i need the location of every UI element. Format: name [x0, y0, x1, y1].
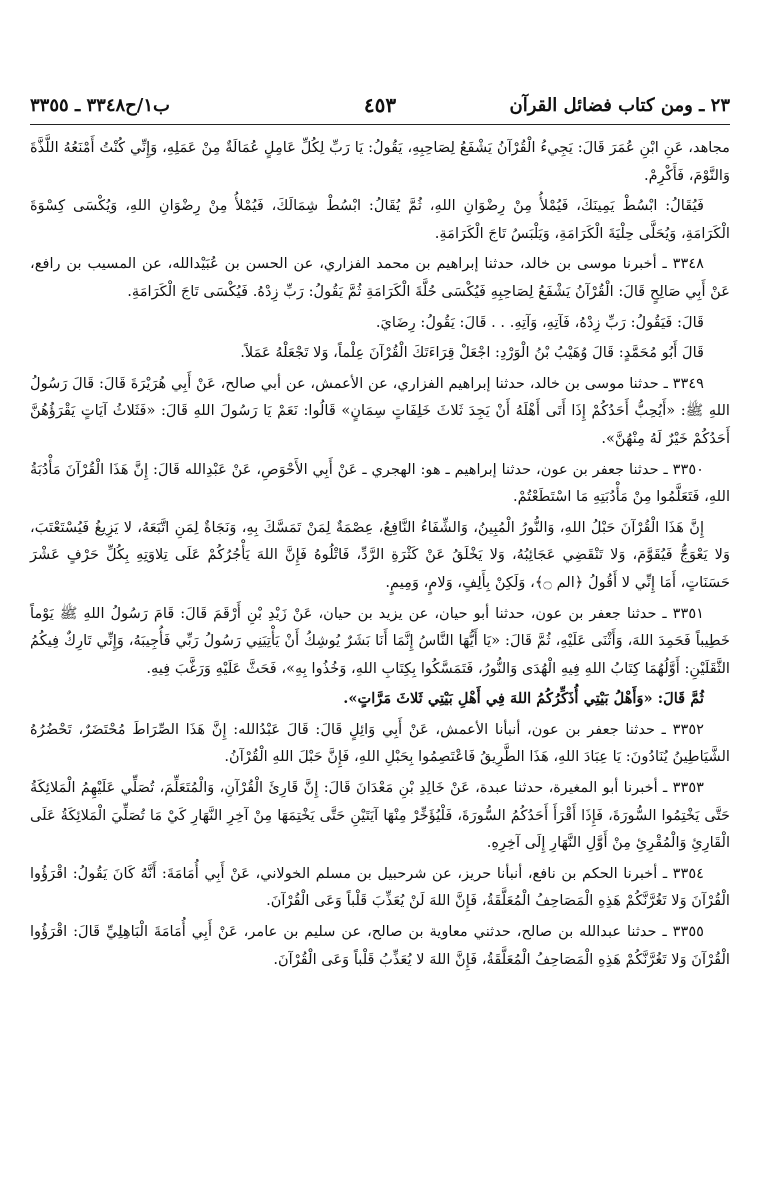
hadith-paragraph: ٣٣٥١ ـ حدثنا جعفر بن عون، حدثنا أبو حيان، عن يزيد بن حيان، عَنْ زَيْدِ بْنِ أَرْقَمَ قَالَ: قَامَ رَسُولُ اللهِ ﷺ يَوْماً خَطِيباً فَحَمِدَ اللهَ، وَأَثْنَى عَلَيْهِ، ثُمَّ قَالَ: «يَا أَيُّهَا النَّاسُ إِنَّمَا أَنَا بَشَرٌ يُوشِكُ أَنْ يَأْتِيَنِي رَسُولُ رَبِّي فَأُجِيبَهُ، وَإِنِّي تَارِكٌ فِيكُمُ الثَّقَلَيْنِ: أَوَّلُهُمَا كِتَابُ اللهِ فِيهِ الْهُدَى وَالنُّورُ، فَتَمَسَّكُوا بِكِتَابِ اللهِ، وَخُذُوا بِهِ»، فَحَثَّ عَلَيْهِ وَرَغَّبَ فِيهِ.	[30, 604, 730, 677]
page-body	[30, 134, 730, 1175]
paragraph: ثُمَّ قَالَ: «وَأَهْلُ بَيْتِي أُذَكِّرُكُمُ اللهَ فِي أَهْلِ بَيْتِي ثَلاثَ مَرَّاتٍ».	[343, 690, 704, 708]
paragraph: قَالَ: فَيَقُولُ: رَبِّ زِدْهُ، فَآتِهِ، وَآتِهِ. . . قَالَ: يَقُولُ: رِضَايَ.	[375, 313, 704, 331]
hadith-paragraph: ٣٣٥٣ ـ أخبرنا أبو المغيرة، حدثنا عبدة، عَنْ خَالِدِ بْنِ مَعْدَانَ قَالَ: إِنَّ قَارِئَ الْقُرْآنِ، وَالْمُتَعَلِّمَ، تُصَلِّي عَلَيْهِمُ الْمَلائِكَةُ حَتَّى يَخْتِمُوا السُّورَةَ، فَإِذَا أَقْرَأَ أَحَدُكُمُ السُّورَةَ، فَلْيُؤَخِّرْ مِنْهَا آيَتَيْنِ حَتَّى يَخْتِمَهَا مِنْ آخِرِ النَّهَارِ كَيْ مَا تُصَلِّيَ الْمَلائِكَةُ عَلَى الْقَارِئِ وَالْمُقْرِئِ مِنْ أَوَّلِ النَّهَارِ إِلَى آخِرِهِ.	[30, 779, 730, 852]
header-rule	[30, 124, 730, 125]
paragraph: فَيُقَالُ: ابْسُطْ يَمِينَكَ، فَيُمْلأُ مِنْ رِضْوَانِ اللهِ، ثُمَّ يُقَالُ: ابْسُطْ شِمَالَكَ، فَيُمْلأُ مِنْ رِضْوَانِ اللهِ، وَيُكْسَى كِسْوَةَ الْكَرَامَةِ، وَيُحَلَّى حِلْيَةَ الْكَرَامَةِ، وَيَلْبَسُ تَاجَ الْكَرَامَةِ.	[30, 197, 730, 242]
paragraph: مجاهد، عَنِ ابْنِ عُمَرَ قَالَ: يَجِيءُ الْقُرْآنُ يَشْفَعُ لِصَاحِبِهِ، يَقُولُ: يَا رَبِّ لِكُلِّ عَامِلٍ عُمَالَةٌ مِنْ عَمَلِهِ، وَإِنِّي كُنْتُ أَمْنَعُهُ اللَّذَّةَ وَالنَّوْمَ، فَأَكْرِمْ.	[30, 139, 730, 184]
chapter-title: ٢٣ ـ ومن كتاب فضائل القرآن	[509, 94, 730, 116]
paragraph: إِنَّ هَذَا الْقُرْآنَ حَبْلُ اللهِ، وَالنُّورُ الْمُبِينُ، وَالشِّفَاءُ النَّافِعُ، عِصْمَةٌ لِمَنْ تَمَسَّكَ بِهِ، وَنَجَاةٌ لِمَنِ اتَّبَعَهُ، لا يَزِيغُ فَيُسْتَعْتَبَ، وَلا يَعْوَجُّ فَيُقَوَّمَ، وَلا تَنْقَضِي عَجَائِبُهُ، وَلا يَخْلَقُ عَنْ كَثْرَةِ الرَّدِّ، فَاتْلُوهُ فَإِنَّ اللهَ يَأْجُرُكُمْ عَلَى تِلاوَتِهِ بِكُلِّ حَرْفٍ عَشْرَ حَسَنَاتٍ، أَمَا إِنِّي لا أَقُولُ ﴿الم ۝﴾، وَلَكِنْ بِأَلِفٍ، وَلامٍ، وَمِيمٍ.	[30, 518, 730, 591]
hadith-paragraph: ٣٣٥٢ ـ حدثنا جعفر بن عون، أنبأنا الأعمش، عَنْ أَبِي وَائِلٍ قَالَ: قَالَ عَبْدُالله: إِنَّ هَذَا الصِّرَاطَ مُحْتَضَرٌ، تَحْضُرُهُ الشَّيَاطِينُ يُنَادُونَ: يَا عِبَادَ اللهِ، هَذَا الطَّرِيقُ فَاعْتَصِمُوا بِحَبْلِ اللهِ، فَإِنَّ حَبْلَ اللهِ الْقُرْآنُ.	[30, 720, 730, 766]
page-number: ٤٥٣	[363, 93, 397, 117]
paragraph: قَالَ أَبُو مُحَمَّدٍ: قَالَ وُهَيْبُ بْنُ الْوَرْدِ: اجْعَلْ قِرَاءَتَكَ الْقُرْآنَ عِلْماً، وَلا تَجْعَلْهُ عَمَلاً.	[240, 344, 704, 362]
hadith-paragraph: ٣٣٤٨ ـ أخبرنا موسى بن خالد، حدثنا إبراهيم بن محمد الفزاري، عن الحسن بن عُبَيْدالله، عن المسيب بن رافع، عَنْ أَبِي صَالِحٍ قَالَ: الْقُرْآنُ يَشْفَعُ لِصَاحِبِهِ فَيُكْسَى حُلَّةَ الْكَرَامَةِ ثُمَّ يَقُولُ: رَبِّ زِدْهُ. فَيُكْسَى تَاجَ الْكَرَامَةِ.	[30, 255, 730, 300]
hadith-paragraph: ٣٣٥٠ ـ حدثنا جعفر بن عون، حدثنا إبراهيم ـ هو: الهجري ـ عَنْ أَبِي الأَحْوَصِ، عَنْ عَبْدِالله قَالَ: إِنَّ هَذَا الْقُرْآنَ مَأْدُبَةُ اللهِ، فَتَعَلَّمُوا مِنْ مَأْدُبَتِهِ مَا اسْتَطَعْتُمْ.	[30, 460, 730, 506]
hadith-range: ب١/ح٣٣٤٨ ـ ٣٣٥٥	[30, 94, 170, 116]
page-header	[30, 92, 730, 118]
hadith-paragraph: ٣٣٥٥ ـ حدثنا عبدالله بن صالح، حدثني معاوية بن صالح، عن سليم بن عامر، عَنْ أَبِي أُمَامَةَ الْبَاهِلِيِّ قَالَ: اقْرَؤُوا الْقُرْآنَ وَلا تَغُرَّنَّكُمْ هَذِهِ الْمَصَاحِفُ الْمُعَلَّقَةُ، فَإِنَّ اللهَ لا يُعَذِّبُ قَلْباً وَعَى الْقُرْآنَ.	[30, 923, 730, 968]
hadith-paragraph: ٣٣٥٤ ـ أخبرنا الحكم بن نافع، أنبأنا حريز، عن شرحبيل بن مسلم الخولاني، عَنْ أَبِي أُمَامَةَ: أَنَّهُ كَانَ يَقُولُ: اقْرَؤُوا الْقُرْآنَ وَلا تَغُرَّنَّكُمْ هَذِهِ الْمَصَاحِفُ الْمُعَلَّقَةُ، فَإِنَّ اللهَ لَنْ يُعَذِّبَ قَلْباً وَعَى الْقُرْآنَ.	[30, 864, 730, 910]
hadith-paragraph: ٣٣٤٩ ـ حدثنا موسى بن خالد، حدثنا إبراهيم الفزاري، عن الأعمش، عن أبي صالح، عَنْ أَبِي هُرَيْرَةَ قَالَ: قَالَ رَسُولُ اللهِ ﷺ: «أَيُحِبُّ أَحَدُكُمْ إِذَا أَتَى أَهْلَهُ أَنْ يَجِدَ ثَلاثَ خَلِفَاتٍ سِمَانٍ» قَالُوا: نَعَمْ يَا رَسُولَ اللهِ قَالَ: «فَثَلاثُ آيَاتٍ يَقْرَؤُهُنَّ أَحَدُكُمْ خَيْرٌ لَهُ مِنْهُنَّ».	[30, 374, 730, 447]
